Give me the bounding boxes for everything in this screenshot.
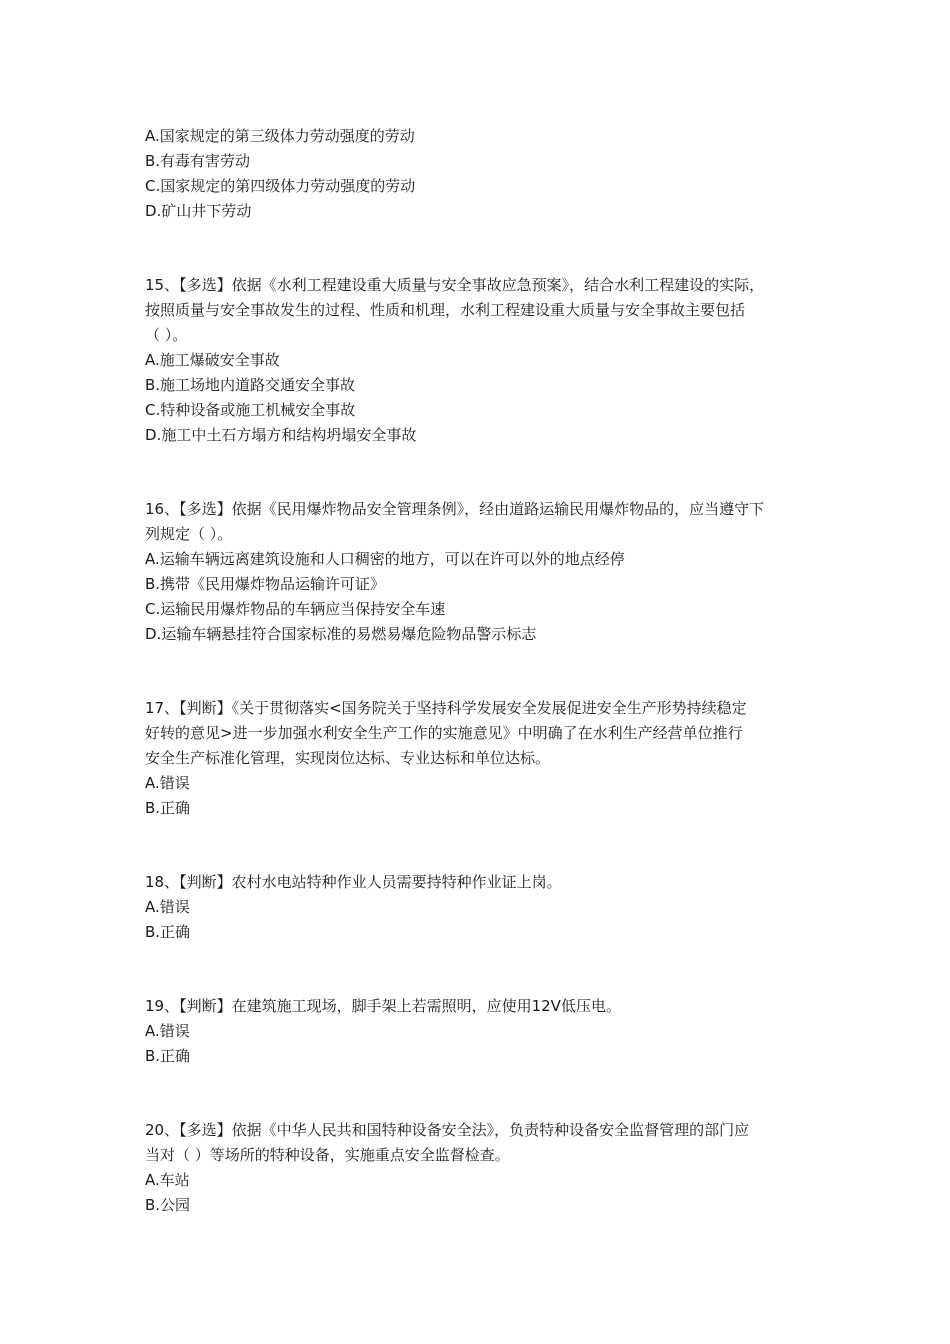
option-c: C.国家规定的第四级体力劳动强度的劳动 <box>145 177 416 195</box>
option-a: A.错误 <box>145 1022 190 1040</box>
spacer <box>145 448 810 497</box>
option-b: B.正确 <box>145 1047 191 1065</box>
option-a: A.国家规定的第三级体力劳动强度的劳动 <box>145 127 415 145</box>
option-a: A.车站 <box>145 1171 190 1189</box>
question-stem-line: 列规定（ ）。 <box>145 525 233 543</box>
option-b: B.携带《民用爆炸物品运输许可证》 <box>145 575 386 593</box>
question-list <box>145 124 810 1218</box>
question-15 <box>145 273 810 448</box>
question-stem-line: 19、【判断】在建筑施工现场，脚手架上若需照明，应使用12V低压电。 <box>145 997 621 1015</box>
option-d: D.运输车辆悬挂符合国家标准的易燃易爆危险物品警示标志 <box>145 625 537 643</box>
option-b: B.正确 <box>145 923 191 941</box>
option-c: C.运输民用爆炸物品的车辆应当保持安全车速 <box>145 600 446 618</box>
option-d: D.矿山井下劳动 <box>145 202 252 220</box>
question-stem-line: 按照质量与安全事故发生的过程、性质和机理，水利工程建设重大质量与安全事故主要包括 <box>145 301 746 319</box>
option-d: D.施工中土石方塌方和结构坍塌安全事故 <box>145 426 417 444</box>
option-b: B.正确 <box>145 799 191 817</box>
option-a: A.运输车辆远离建筑设施和人口稠密的地方，可以在许可以外的地点经停 <box>145 550 625 568</box>
question-block-14-options <box>145 124 810 224</box>
question-stem-line: 20、【多选】依据《中华人民共和国特种设备安全法》，负责特种设备安全监督管理的部门应 <box>145 1121 750 1139</box>
option-c: C.特种设备或施工机械安全事故 <box>145 401 356 419</box>
question-17 <box>145 696 810 821</box>
option-b: B.施工场地内道路交通安全事故 <box>145 376 356 394</box>
option-b: B.公园 <box>145 1196 191 1214</box>
question-stem-line: （ ）。 <box>145 326 188 344</box>
question-stem-line: 好转的意见>进一步加强水利安全生产工作的实施意见》中明确了在水利生产经营单位推行 <box>145 724 743 742</box>
option-a: A.错误 <box>145 774 190 792</box>
spacer <box>145 647 810 696</box>
question-18 <box>145 870 810 945</box>
option-b: B.有毒有害劳动 <box>145 152 251 170</box>
option-a: A.错误 <box>145 898 190 916</box>
question-19 <box>145 994 810 1069</box>
question-stem-line: 安全生产标准化管理，实现岗位达标、专业达标和单位达标。 <box>145 749 551 767</box>
spacer <box>145 945 810 994</box>
question-stem-line: 15、【多选】依据《水利工程建设重大质量与安全事故应急预案》，结合水利工程建设的实际， <box>145 276 765 294</box>
spacer <box>145 821 810 870</box>
question-20 <box>145 1118 810 1218</box>
question-stem-line: 16、【多选】依据《民用爆炸物品安全管理条例》，经由道路运输民用爆炸物品的，应当遵守下 <box>145 500 765 518</box>
question-stem-line: 17、【判断】《关于贯彻落实<国务院关于坚持科学发展安全发展促进安全生产形势持续稳定 <box>145 699 747 717</box>
question-stem-line: 18、【判断】农村水电站特种作业人员需要持特种作业证上岗。 <box>145 873 562 891</box>
spacer <box>145 224 810 273</box>
question-stem-line: 当对（ ）等场所的特种设备，实施重点安全监督检查。 <box>145 1146 510 1164</box>
question-16 <box>145 497 810 647</box>
option-a: A.施工爆破安全事故 <box>145 351 280 369</box>
spacer <box>145 1069 810 1118</box>
